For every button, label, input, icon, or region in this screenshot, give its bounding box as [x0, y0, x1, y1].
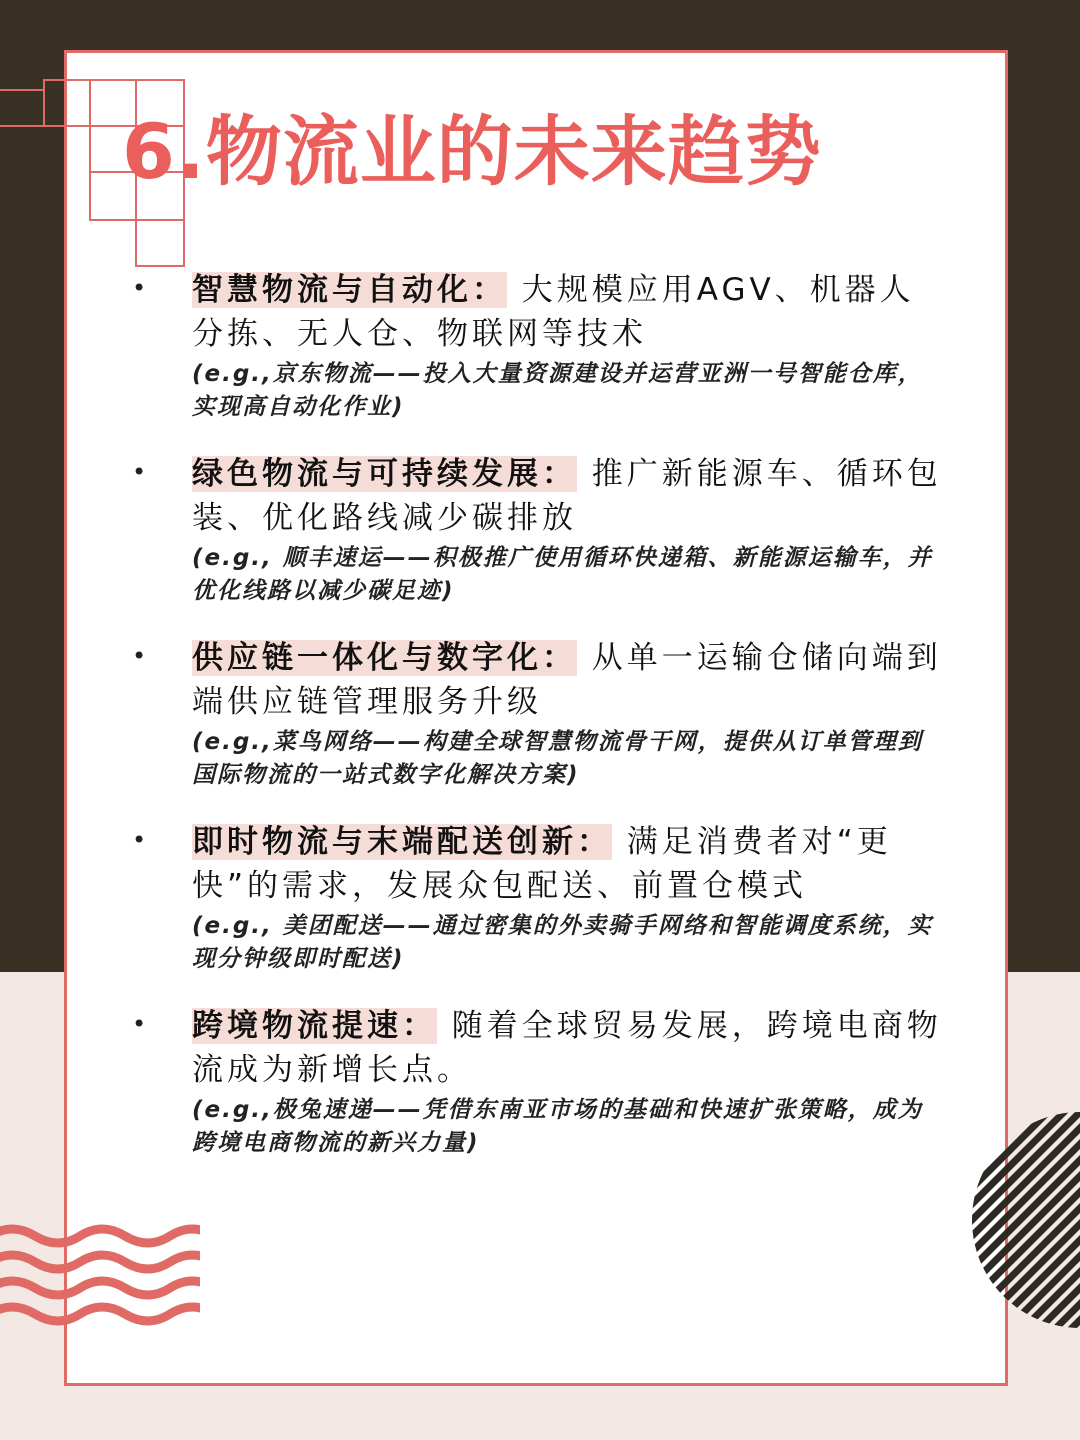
list-item — [132, 636, 942, 792]
list-item — [132, 268, 942, 424]
item-heading: 即时物流与末端配送创新： — [192, 824, 612, 860]
wave-decoration — [0, 1222, 200, 1332]
item-main-line — [192, 636, 942, 724]
item-main-line — [192, 268, 942, 356]
bullet-icon: • — [132, 1010, 147, 1038]
striped-circle-decoration — [938, 1110, 1080, 1330]
item-description: 满足消费者对“更快”的需求，发展众包配送、前置仓模式 — [192, 824, 892, 904]
item-heading: 跨境物流提速： — [192, 1008, 437, 1044]
item-example: (e.g., 美团配送——通过密集的外卖骑手网络和智能调度系统，实现分钟级即时配送) — [192, 913, 933, 972]
bullet-icon: • — [132, 458, 147, 486]
item-heading: 绿色物流与可持续发展： — [192, 456, 577, 492]
bullet-icon: • — [132, 642, 147, 670]
item-main-line — [192, 452, 942, 540]
item-heading: 供应链一体化与数字化： — [192, 640, 577, 676]
list-item — [132, 820, 942, 976]
item-description: 随着全球贸易发展，跨境电商物流成为新增长点。 — [192, 1008, 942, 1088]
bullet-icon: • — [132, 274, 147, 302]
list-item — [132, 1004, 942, 1160]
trend-list — [132, 268, 942, 1188]
item-description: 推广新能源车、循环包装、优化路线减少碳排放 — [192, 456, 942, 536]
item-example: (e.g.,京东物流——投入大量资源建设并运营亚洲一号智能仓库，实现高自动化作业) — [192, 361, 923, 420]
item-heading: 智慧物流与自动化： — [192, 272, 507, 308]
item-description: 从单一运输仓储向端到端供应链管理服务升级 — [192, 640, 942, 720]
item-main-line — [192, 820, 942, 908]
item-example: (e.g.,极兔速递——凭借东南亚市场的基础和快速扩张策略，成为跨境电商物流的新兴力量) — [192, 1097, 923, 1156]
page-title: 6.物流业的未来趋势 — [122, 107, 822, 196]
item-description: 大规模应用AGV、机器人分拣、无人仓、物联网等技术 — [192, 272, 915, 352]
list-item — [132, 452, 942, 608]
item-example: (e.g., 顺丰速运——积极推广使用循环快递箱、新能源运输车，并优化线路以减少碳足迹) — [192, 545, 933, 604]
item-example: (e.g.,菜鸟网络——构建全球智慧物流骨干网，提供从订单管理到国际物流的一站式数字化解决方案) — [192, 729, 923, 788]
item-main-line — [192, 1004, 942, 1092]
bullet-icon: • — [132, 826, 147, 854]
